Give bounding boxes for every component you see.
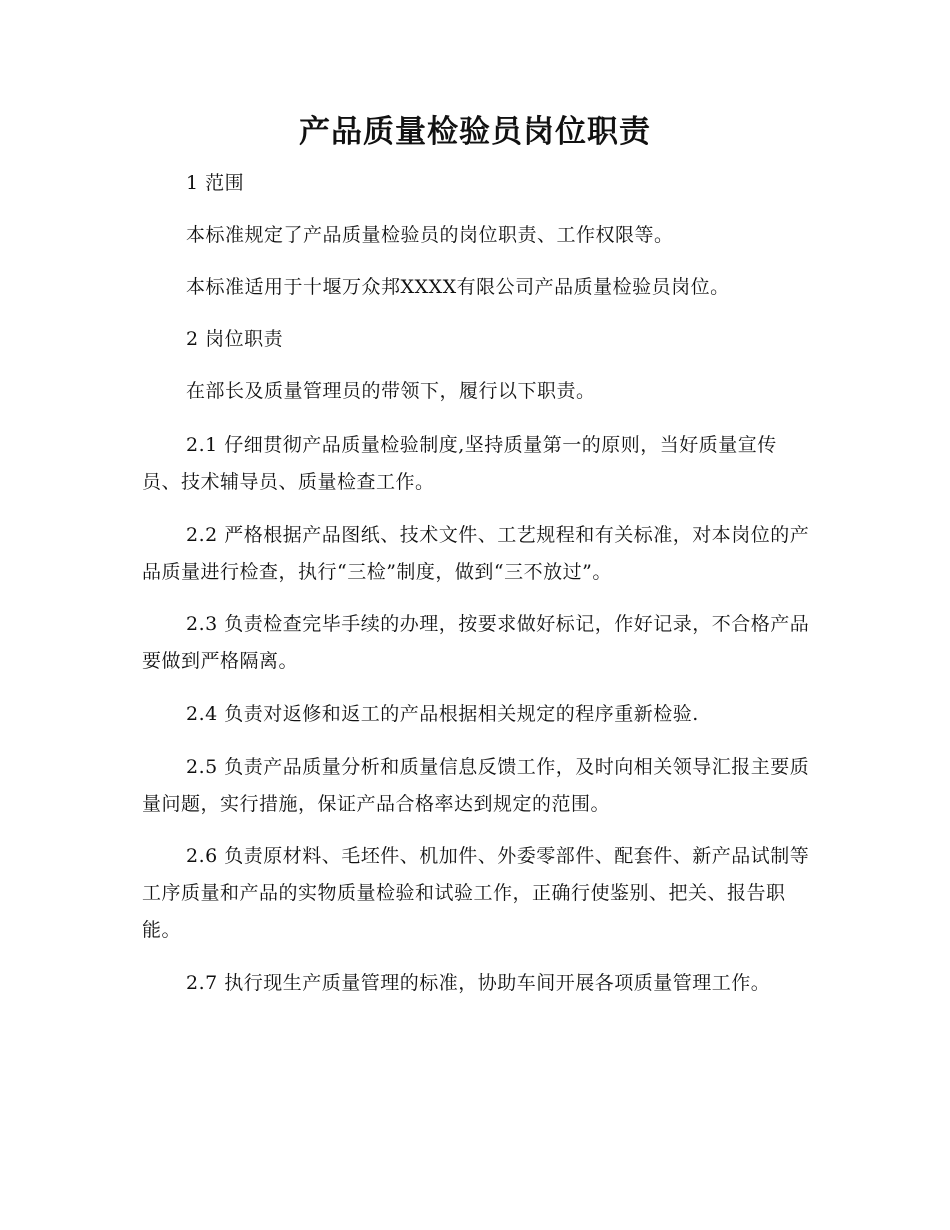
duty-item-2-4: 2.4 负责对返修和返工的产品根据相关规定的程序重新检验. <box>186 703 699 725</box>
section-heading-duties: 2 岗位职责 <box>186 328 284 350</box>
duty-item-2-6: 2.6 负责原材料、毛坯件、机加件、外委零部件、配套件、新产品试制等工序质量和产品的实物质量检验和试验工作，正确行使鉴别、把关、报告职能。 <box>142 845 810 941</box>
duty-item-2-3: 2.3 负责检查完毕手续的办理，按要求做好标记，作好记录，不合格产品要做到严格隔离。 <box>142 613 810 672</box>
duty-item-2-2: 2.2 严格根据产品图纸、技术文件、工艺规程和有关标准，对本岗位的产品质量进行检查，执行“三检”制度，做到“三不放过”。 <box>142 524 810 583</box>
paragraph: 本标准适用于十堰万众邦XXXX有限公司产品质量检验员岗位。 <box>186 276 730 298</box>
duty-item-2-7: 2.7 执行现生产质量管理的标准，协助车间开展各项质量管理工作。 <box>186 972 771 994</box>
paragraph: 本标准规定了产品质量检验员的岗位职责、工作权限等。 <box>186 224 674 246</box>
document-title: 产品质量检验员岗位职责 <box>299 114 651 150</box>
paragraph: 在部长及质量管理员的带领下，履行以下职责。 <box>186 380 596 402</box>
duty-item-2-5: 2.5 负责产品质量分析和质量信息反馈工作，及时向相关领导汇报主要质量问题，实行措施，保证产品合格率达到规定的范围。 <box>142 756 810 815</box>
duty-item-2-1: 2.1 仔细贯彻产品质量检验制度,坚持质量第一的原则，当好质量宣传员、技术辅导员、质量检查工作。 <box>142 434 777 493</box>
section-heading-scope: 1 范围 <box>186 172 245 194</box>
